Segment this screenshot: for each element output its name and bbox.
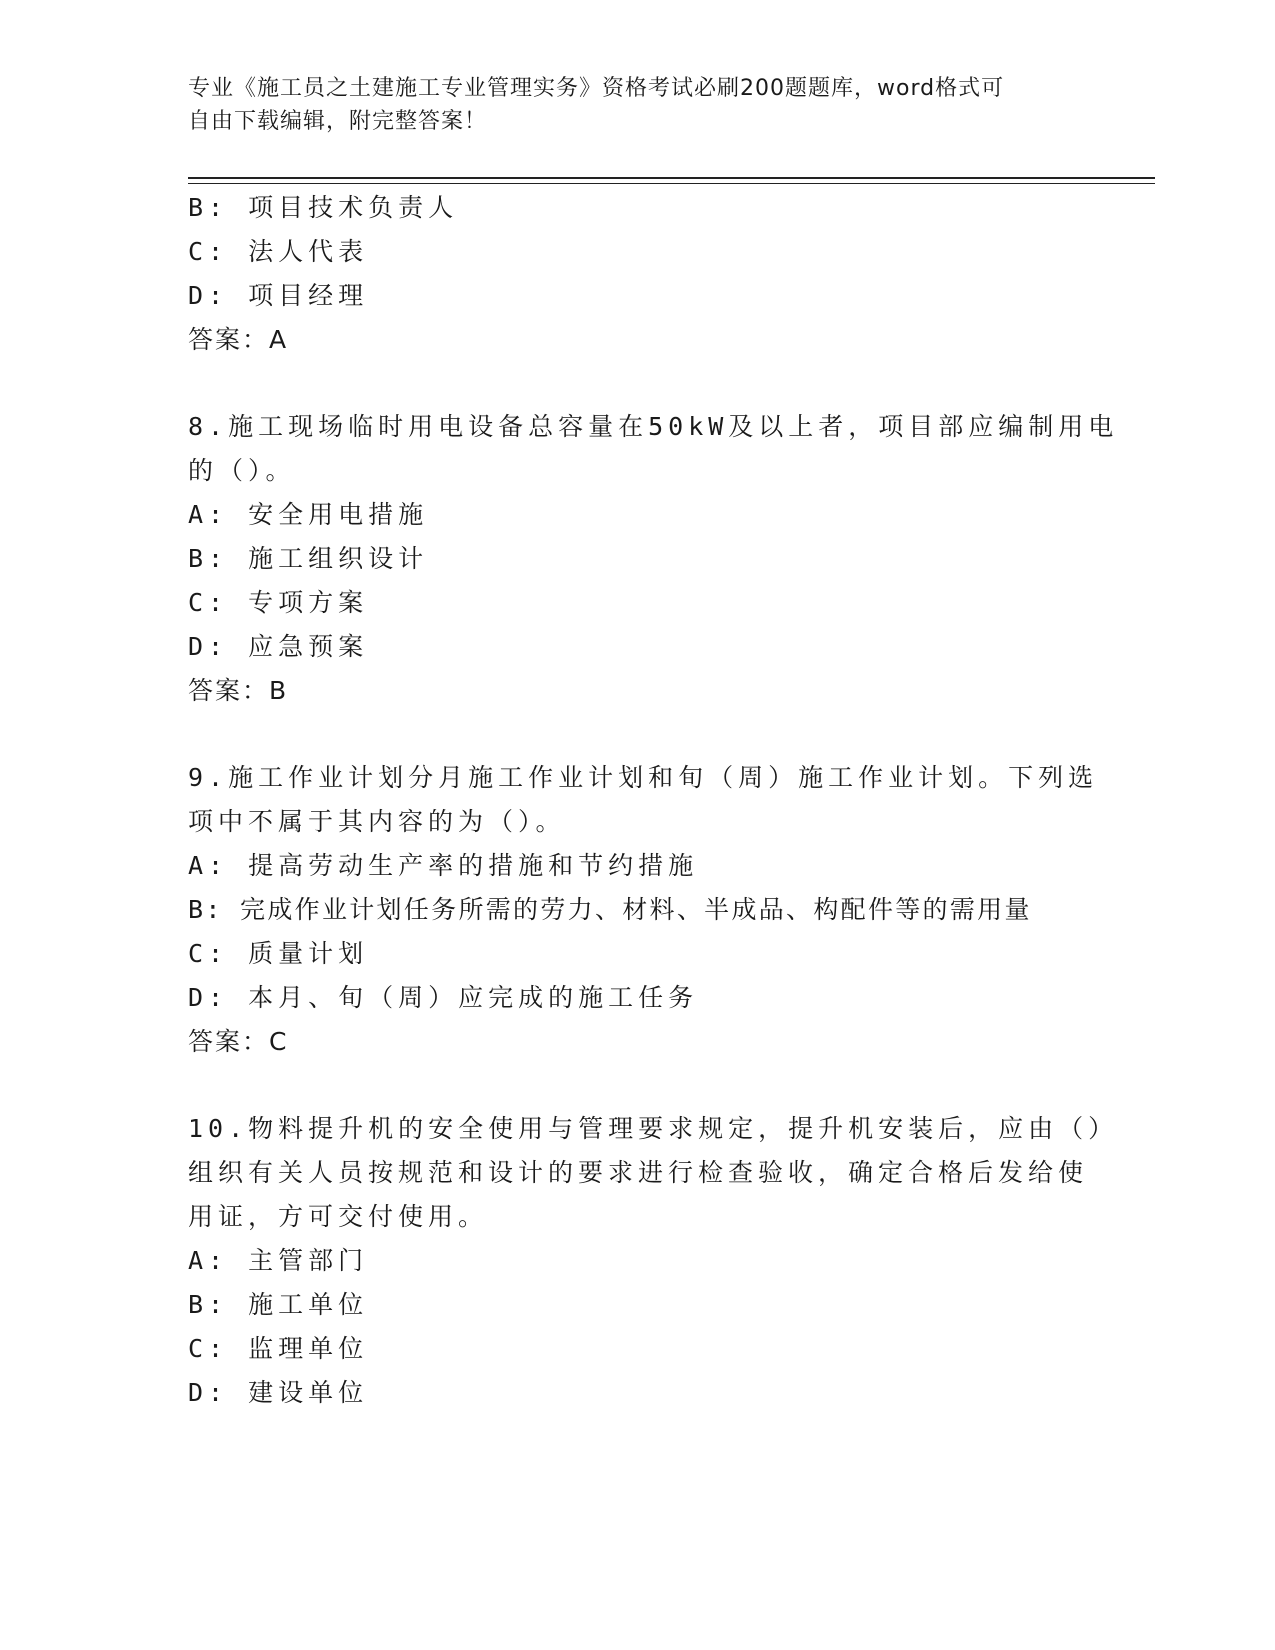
q10-option-d: D: 建设单位	[188, 1378, 369, 1407]
header-rule-thin	[188, 183, 1155, 184]
q9-stem-line-1: 9.施工作业计划分月施工作业计划和旬（周）施工作业计划。下列选	[188, 763, 1099, 792]
q9-answer: 答案：C	[188, 1027, 289, 1056]
page-header	[188, 72, 1068, 138]
q10-stem-line-3: 用证，方可交付使用。	[188, 1202, 489, 1231]
q7-option-c: C: 法人代表	[188, 237, 369, 266]
q9-option-c: C: 质量计划	[188, 939, 369, 968]
header-line-1: 专业《施工员之土建施工专业管理实务》资格考试必刷200题题库，word格式可	[188, 76, 1005, 101]
q8-option-a: A: 安全用电措施	[188, 500, 429, 529]
q9-stem-line-2: 项中不属于其内容的为（）。	[188, 807, 566, 836]
q10-stem-line-2: 组织有关人员按规范和设计的要求进行检查验收，确定合格后发给使	[188, 1158, 1089, 1187]
q8-answer: 答案：B	[188, 676, 289, 705]
q10-option-c: C: 监理单位	[188, 1334, 369, 1363]
q7-answer: 答案：A	[188, 325, 289, 354]
q7-option-b: B: 项目技术负责人	[188, 193, 459, 222]
header-line-2: 自由下载编辑，附完整答案！	[188, 109, 488, 134]
q8-stem-line-1: 8.施工现场临时用电设备总容量在50kW及以上者，项目部应编制用电	[188, 412, 1119, 441]
q10-stem-line-1: 10.物料提升机的安全使用与管理要求规定，提升机安装后，应由（）	[188, 1114, 1119, 1143]
q9-option-b: B: 完成作业计划任务所需的劳力、材料、半成品、构配件等的需用量	[188, 895, 1032, 924]
q8-stem-line-2: 的（）。	[188, 456, 296, 485]
q8-option-b: B: 施工组织设计	[188, 544, 429, 573]
header-rule-thick	[188, 177, 1155, 179]
q8-option-d: D: 应急预案	[188, 632, 369, 661]
q10-option-b: B: 施工单位	[188, 1290, 369, 1319]
q8-option-c: C: 专项方案	[188, 588, 369, 617]
q9-option-d: D: 本月、旬（周）应完成的施工任务	[188, 983, 699, 1012]
q10-option-a: A: 主管部门	[188, 1246, 369, 1275]
q9-option-a: A: 提高劳动生产率的措施和节约措施	[188, 851, 699, 880]
q7-option-d: D: 项目经理	[188, 281, 369, 310]
